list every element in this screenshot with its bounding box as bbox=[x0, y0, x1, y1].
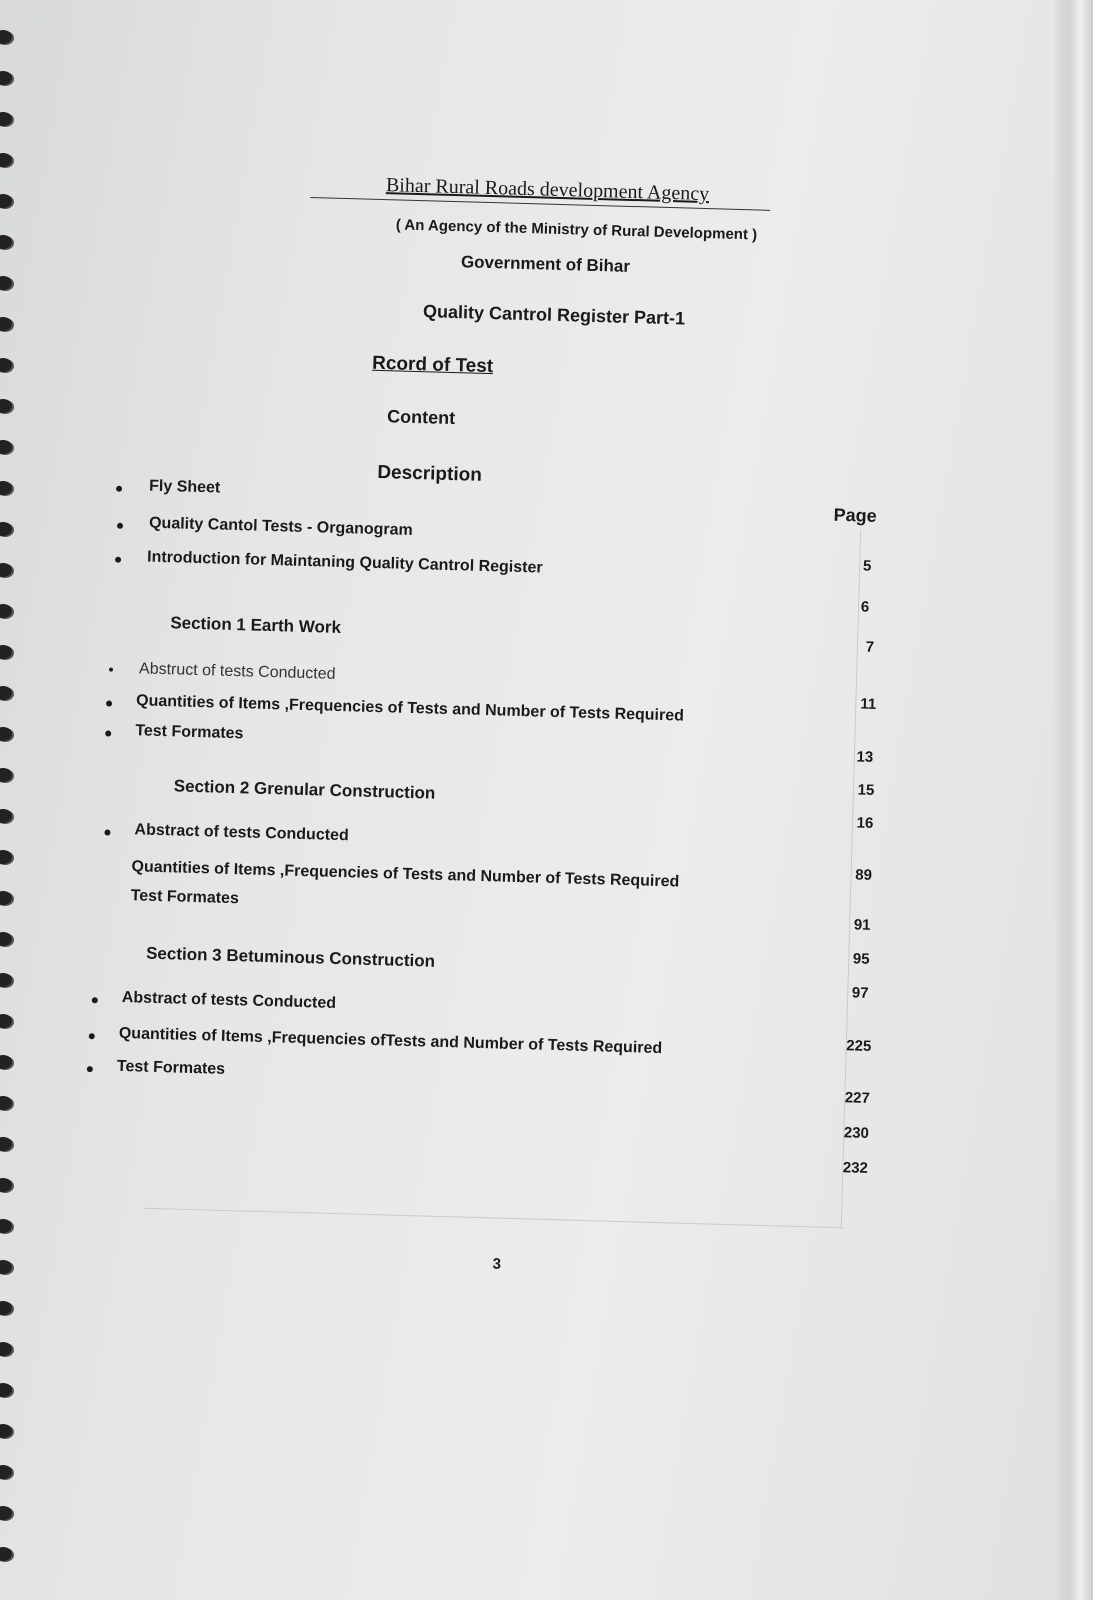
toc-item-s2-quantities: Quantities of Items ,Frequencies of Tests and Number of Tests Required bbox=[131, 858, 680, 891]
toc-item-introduction: Introduction for Maintaning Quality Cantrol Register bbox=[146, 548, 543, 577]
page-number: 95 bbox=[852, 950, 870, 968]
page-number: 230 bbox=[843, 1124, 870, 1142]
section-1-heading: Section 1 Earth Work bbox=[170, 613, 342, 637]
bullet-icon bbox=[105, 730, 111, 736]
binding-ring bbox=[0, 194, 12, 208]
binding-ring bbox=[0, 153, 12, 167]
page-number: 15 bbox=[857, 781, 875, 799]
government-line: Government of Bihar bbox=[460, 252, 631, 276]
page-number: 16 bbox=[856, 814, 874, 832]
bullet-icon bbox=[87, 1066, 93, 1072]
toc-item-s1-abstract: Abstruct of tests Conducted bbox=[138, 660, 336, 683]
content-heading: Content bbox=[386, 406, 456, 429]
section-2-heading: Section 2 Grenular Construction bbox=[173, 776, 436, 803]
page-number: 91 bbox=[853, 916, 871, 934]
bullet-icon bbox=[116, 486, 122, 492]
register-title: Quality Cantrol Register Part-1 bbox=[422, 301, 686, 329]
toc-item-fly-sheet: Fly Sheet bbox=[148, 477, 221, 497]
page-number: 97 bbox=[851, 984, 869, 1002]
bullet-icon bbox=[104, 829, 110, 835]
page-number: 7 bbox=[865, 638, 875, 656]
page-number: 6 bbox=[860, 598, 870, 616]
bullet-icon bbox=[117, 523, 123, 529]
page-number: 232 bbox=[842, 1159, 869, 1177]
agency-title: Bihar Rural Roads development Agency bbox=[385, 174, 710, 206]
description-heading: Description bbox=[377, 461, 483, 486]
toc-item-s1-formates: Test Formates bbox=[135, 722, 244, 743]
ministry-subtitle: ( An Agency of the Ministry of Rural Development ) bbox=[395, 216, 758, 244]
page-number: 225 bbox=[846, 1037, 872, 1055]
binding-ring bbox=[0, 71, 12, 85]
page-number: 11 bbox=[860, 695, 877, 713]
toc-item-s1-quantities: Quantities of Items ,Frequencies of Tests and Number of Tests Required bbox=[135, 692, 685, 725]
toc-item-s3-formates: Test Formates bbox=[116, 1057, 226, 1078]
toc-item-s3-abstract: Abstract of tests Conducted bbox=[121, 989, 337, 1013]
binding-ring bbox=[0, 30, 12, 44]
record-heading: Rcord of Test bbox=[371, 352, 494, 378]
page-column-heading: Page bbox=[833, 504, 877, 526]
bullet-icon bbox=[106, 700, 112, 706]
page-number: 89 bbox=[854, 866, 873, 884]
toc-item-s2-formates: Test Formates bbox=[130, 887, 240, 908]
toc-item-s3-quantities: Quantities of Items ,Frequencies ofTests and Number of Tests Required bbox=[118, 1024, 663, 1058]
footer-page-number: 3 bbox=[492, 1255, 502, 1273]
toc-item-s2-abstract: Abstract of tests Conducted bbox=[134, 821, 349, 845]
bullet-icon bbox=[115, 557, 121, 563]
binding-ring bbox=[0, 112, 12, 126]
bullet-icon bbox=[109, 668, 113, 672]
toc-item-organogram: Quality Cantol Tests - Organogram bbox=[148, 514, 414, 539]
bullet-icon bbox=[89, 1033, 95, 1039]
page-number: 5 bbox=[862, 557, 872, 575]
page-number: 227 bbox=[844, 1089, 871, 1107]
section-3-heading: Section 3 Betuminous Construction bbox=[145, 943, 436, 971]
table-bottom-rule bbox=[144, 1208, 844, 1229]
bullet-icon bbox=[92, 997, 98, 1003]
page-number: 13 bbox=[856, 748, 874, 766]
